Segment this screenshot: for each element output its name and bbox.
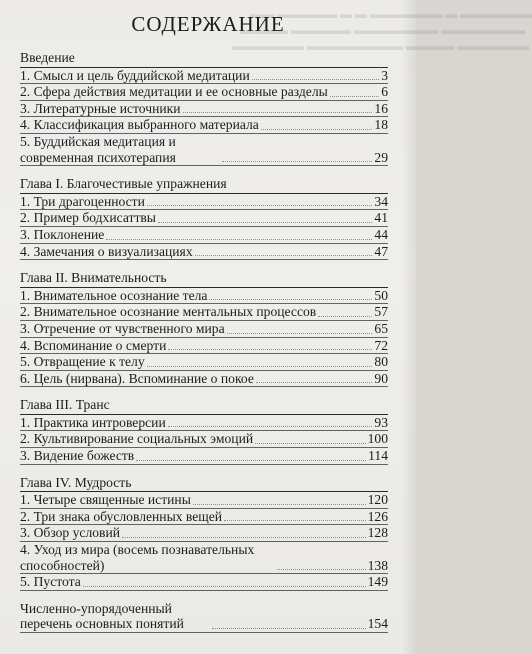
entry-title: 2. Пример бодхисаттвы [20,210,156,226]
toc-entry [20,354,388,371]
dot-leader [106,239,372,240]
dot-leader [222,161,372,162]
toc-entry [20,84,388,101]
toc-section-chapter-1 [20,176,388,260]
dot-leader [252,79,379,80]
section-heading: Глава IV. Мудрость [20,474,132,490]
dot-leader [224,520,366,521]
entry-page-number: 120 [367,492,388,508]
dot-leader [147,366,373,367]
entry-title: 4. Вспоминание о смерти [20,337,167,353]
entry-title: 5. Буддийская медитация и современная психотерапия [20,133,176,165]
entry-title: 3. Литературные источники [20,100,181,116]
entry-title: 3. Поклонение [20,226,105,242]
dot-leader [227,333,373,334]
entry-title: 1. Практика интроверсии [20,414,166,430]
entry-title: 3. Видение божеств [20,448,135,464]
page-title: СОДЕРЖАНИЕ [131,12,285,36]
dot-leader [168,426,373,427]
table-of-contents [20,50,388,643]
entry-title: 6. Цель (нирвана). Вспоминание о покое [20,370,254,386]
entry-title: 5. Пустота [20,574,81,590]
entry-title: 2. Три знака обусловленных вещей [20,508,223,524]
entry-title: 3. Обзор условий [20,525,120,541]
toc-section-index [20,601,388,633]
toc-entry [20,415,388,432]
entry-page-number: 44 [374,226,388,242]
entry-page-number: 80 [374,354,388,370]
entry-title: 4. Уход из мира (восемь познавательных способностей) [20,542,255,573]
toc-entry [20,244,388,261]
dot-leader [158,222,372,223]
page-edge-shadow [402,0,416,654]
dot-leader [183,112,373,113]
toc-section-chapter-3 [20,397,388,464]
toc-entry [20,542,388,574]
dot-leader [168,349,372,350]
entry-page-number: 138 [367,557,388,573]
entry-page-number: 6 [381,84,388,100]
toc-entry [20,431,388,448]
toc-entry [20,492,388,509]
toc-section-intro [20,50,388,166]
dot-leader [122,537,366,538]
entry-page-number: 128 [367,525,388,541]
toc-entry [20,134,388,166]
dot-leader [261,129,373,130]
entry-page-number: 154 [367,616,388,632]
show-through-text-3: ▬▬▬▬▬▬ ▬▬▬▬▬▬▬▬ ▬▬▬▬ ▬▬▬▬▬▬ [232,39,529,53]
toc-entry [20,525,388,542]
toc-entry [20,101,388,118]
toc-entry [20,321,388,338]
entry-page-number: 72 [374,337,388,353]
dot-leader [209,299,372,300]
dot-leader [147,205,373,206]
toc-section-chapter-2 [20,270,388,387]
toc-entry [20,210,388,227]
entry-title: 2. Культивирование социальных эмоций [20,431,254,447]
entry-page-number: 57 [374,304,388,320]
toc-entry [20,509,388,526]
section-heading: Глава I. Благочестивые упражнения [20,176,227,192]
show-through-text-2: ▬▬▬▬ ▬▬▬▬▬ ▬▬▬▬▬▬▬ ▬▬▬▬▬▬▬ [240,23,525,37]
entry-page-number: 114 [368,448,388,464]
toc-entry [20,574,388,591]
entry-title: 1. Три драгоценности [20,193,145,209]
section-heading: Введение [20,50,75,65]
toc-entry [20,288,388,305]
entry-title: 5. Отвращение к телу [20,354,145,370]
entry-page-number: 47 [374,243,388,259]
entry-page-number: 93 [374,414,388,430]
dot-leader [330,96,379,97]
toc-entry [20,371,388,388]
section-heading: Глава II. Внимательность [20,270,167,286]
entry-page-number: 16 [374,100,388,116]
dot-leader [277,569,366,570]
entry-title: 1. Смысл и цель буддийской медитации [20,67,250,83]
toc-entry [20,117,388,134]
entry-title: 4. Замечания о визуализациях [20,243,193,259]
show-through-text-1: ▬▬ ▬▬▬▬▬ ▬ ▬ ▬▬▬▬▬▬ ▬ ▬▬▬▬▬▬ [250,7,532,21]
toc-entry [20,448,388,465]
toc-entry [20,304,388,321]
entry-page-number: 34 [374,193,388,209]
dot-leader [255,443,365,444]
toc-entry [20,194,388,211]
entry-page-number: 90 [374,370,388,386]
entry-title: 1. Внимательное осознание тела [20,287,208,303]
dot-leader [256,382,373,383]
toc-entry [20,68,388,85]
dot-leader [212,628,366,629]
entry-title: 3. Отречение от чувственного мира [20,320,225,336]
entry-title: 2. Внимательное осознание ментальных процессов [20,304,317,320]
section-heading: Глава III. Транс [20,397,110,413]
entry-page-number: 29 [374,149,388,165]
toc-entry [20,601,388,633]
dot-leader [195,255,373,256]
entry-page-number: 3 [381,67,388,83]
dot-leader [318,316,372,317]
entry-title: 4. Классификация выбранного материала [20,117,259,133]
dot-leader [83,586,366,587]
entry-page-number: 50 [374,287,388,303]
entry-page-number: 126 [367,508,388,524]
entry-page-number: 100 [367,431,388,447]
entry-title: 2. Сфера действия медитации и ее основные разделы [20,84,328,100]
entry-page-number: 41 [374,210,388,226]
toc-section-chapter-4 [20,475,388,591]
dot-leader [136,460,366,461]
entry-page-number: 65 [374,320,388,336]
entry-page-number: 18 [374,117,388,133]
toc-entry [20,338,388,355]
entry-title: Численно-упорядоченный перечень основных понятий [20,600,184,632]
dot-leader [193,504,366,505]
toc-entry [20,227,388,244]
entry-title: 1. Четыре священные истины [20,492,191,508]
entry-page-number: 149 [367,574,388,590]
